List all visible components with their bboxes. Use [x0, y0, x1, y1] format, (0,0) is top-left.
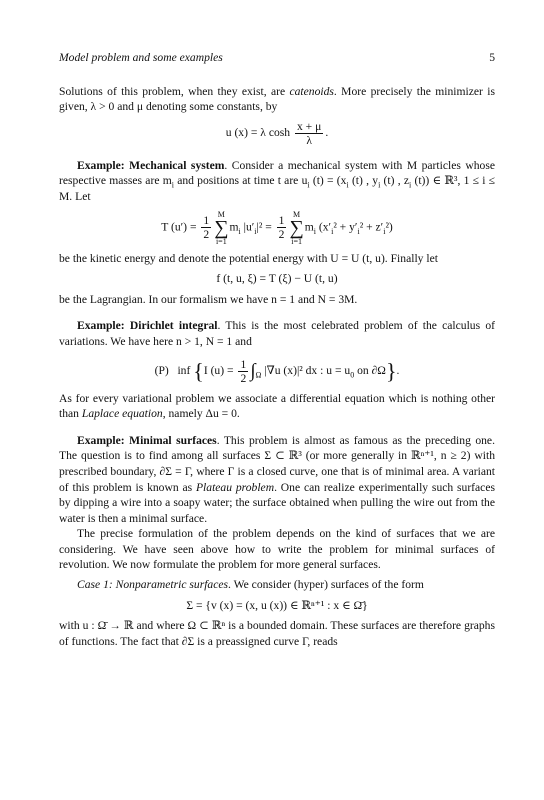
paragraph-minimal-surfaces: Example: Minimal surfaces. This problem is almost as famous as the preceding one. The question is to find among all surfaces Σ ⊂ ℝ³ (or more generally in ℝⁿ⁺¹, n ≥ 2) with prescribed boundary, ∂Σ = Γ, where Γ is a closed curve, one that is of minimal area. A variant of this problem is known as Plateau problem. One can realize experimentally such surfaces by dipping a wire into a soapy water; the surface obtained when pulling the wire out from the water is then a minimal surface. — [59, 433, 495, 525]
paper-page — [59, 50, 495, 649]
equation-kinetic-energy: T (u′) = $\frac{1}{2}$ M ∑ i=1 $m_i$ $|u'_i|^2$ = $\frac{1}{2}$ M ∑ i=1 $m_i$ $(x'_i^2 + y'_i^2 + z'_i^2)$ — [161, 209, 393, 246]
paragraph-mechanical-system: Example: Mechanical system. Consider a mechanical system with M particles whose respective masses are $m_i$ and positions at time t are $u_i$ $(t) = (x_i$ (t) , $y_i$ (t) , $z_i$ (t)) ∈ ℝ³, 1 ≤ i ≤ M. Let — [59, 158, 496, 203]
example-title-dirichlet: Example: Dirichlet integral — [77, 319, 218, 333]
paragraph-graphs: with u : Ω̄ → ℝ and where Ω ⊂ ℝⁿ is a bounded domain. These surfaces are therefore graphs of functions. The fact that ∂Σ is a preassigned curve Γ, reads — [59, 619, 495, 648]
paragraph-formalism: be the Lagrangian. In our formalism we have n = 1 and N = 3M. — [59, 292, 358, 306]
paragraph-potential-energy: be the kinetic energy and denote the potential energy with U = U (t, u). Finally let — [59, 251, 438, 265]
example-title-mechanical: Example: Mechanical system — [77, 158, 225, 172]
equation-surface-graph: Σ = {v (x) = (x, u (x)) ∈ ℝⁿ⁺¹ : x ∈ Ω̄} — [186, 598, 368, 612]
equation-catenoid: u (x) = λ cosh $\frac{x + \mu}{\lambda}$ . — [225, 119, 329, 147]
equation-lagrangian: f (t, u, ξ) = T (ξ) − U (t, u) — [216, 272, 338, 286]
term-catenoids: catenoids — [289, 84, 334, 98]
term-laplace-equation: Laplace equation — [81, 407, 163, 421]
paragraph-dirichlet: Example: Dirichlet integral. This is the most celebrated problem of the calculus of variations. We have here n > 1, N = 1 and — [59, 319, 495, 348]
paragraph-case-1: Case 1: Nonparametric surfaces. We consider (hyper) surfaces of the form — [77, 578, 424, 592]
case-1-title: Case 1: Nonparametric surfaces — [77, 578, 229, 592]
running-title: Model problem and some examples — [59, 51, 223, 64]
paragraph-precise-formulation: The precise formulation of the problem depends on the kind of surfaces that we are considering. We have seen above how to write the problem for minimal surfaces of revolution. We now formulate the problem for more general surfaces. — [59, 527, 495, 572]
paragraph-catenoids: Solutions of this problem, when they exist, are catenoids. More precisely the minimizer is given, λ > 0 and μ denoting some constants, by — [59, 84, 495, 114]
page-number: 5 — [489, 51, 495, 64]
example-title-minimal-surfaces: Example: Minimal surfaces — [77, 433, 217, 447]
running-header — [59, 50, 495, 66]
term-plateau-problem: Plateau problem — [195, 480, 275, 494]
equation-dirichlet-problem: (P) inf {I (u) = $\frac{1}{2}$ $\int_\Omega$ |∇u (x)|² dx : $u = u_0$ on ∂Ω}. — [154, 357, 400, 385]
paragraph-laplace: As for every variational problem we associate a differential equation which is nothing other than Laplace equation, namely Δu = 0. — [59, 391, 495, 421]
